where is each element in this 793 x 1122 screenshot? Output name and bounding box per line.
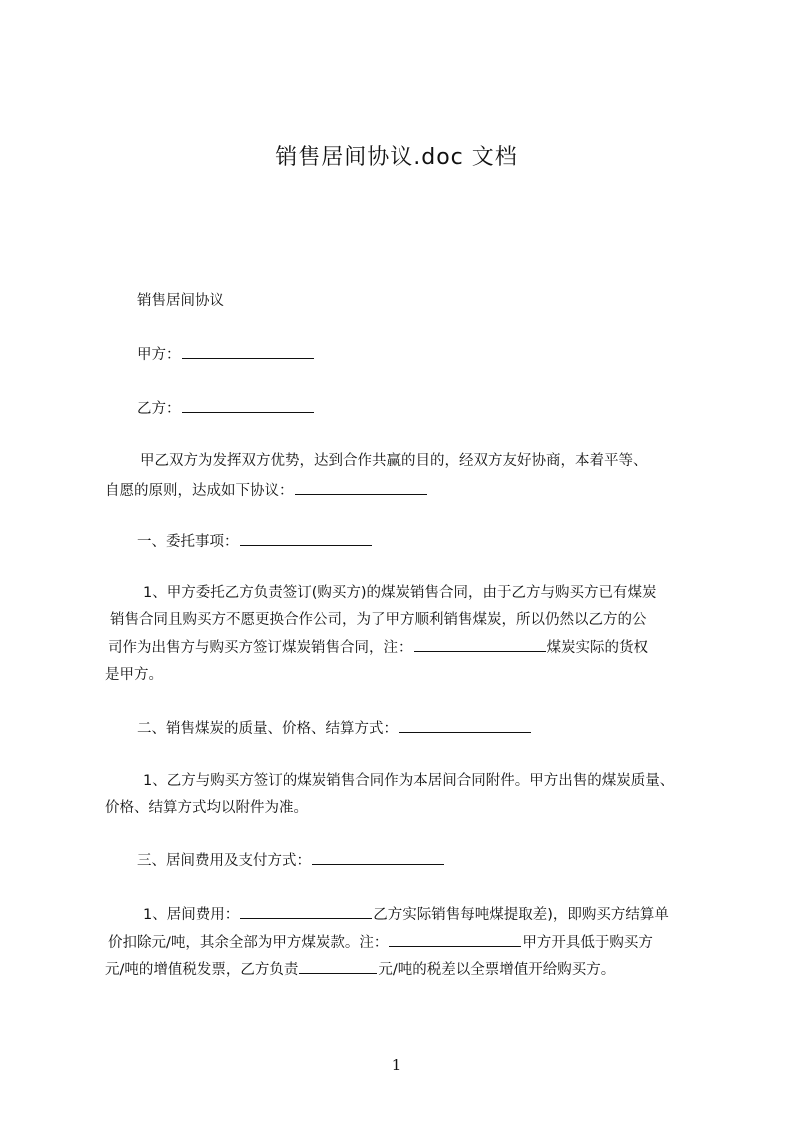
preamble-blank [295,480,427,495]
section-1-title-line [137,531,373,552]
page-number: 1 [391,1056,402,1074]
party-a-blank [182,344,314,359]
section-1-item-1-blank [414,637,546,652]
section-3-item-1-line-2a: 价扣除元/吨，其余全部为甲方煤炭款。注： [108,935,389,951]
party-a-label: 甲方： [137,347,181,363]
section-3-fee-blank [240,904,372,919]
section-3-item-1-line-3a: 元/吨的增值税发票，乙方负责 [105,962,299,978]
agreement-heading: 销售居间协议 [137,293,224,309]
preamble-text-2: 自愿的原则，达成如下协议： [105,483,294,499]
section-1-item-1-line-3b: 煤炭实际的货权 [546,640,648,656]
section-3-item-1-line-3 [105,959,615,980]
preamble-line-2 [105,480,428,501]
section-2-title: 二、销售煤炭的质量、价格、结算方式： [137,721,398,737]
section-2-item-1-line-1: 1、乙方与购买方签订的煤炭销售合同作为本居间合同附件。甲方出售的煤炭质量、 [143,773,675,789]
section-2-item-1-line-2: 价格、结算方式均以附件为准。 [105,800,308,816]
section-3-item-1-line-2b: 甲方开具低于购买方 [522,935,653,951]
section-1-item-1-line-3 [108,637,648,658]
party-a-line [137,344,315,365]
party-b-label: 乙方： [137,401,181,417]
section-3-item-1-line-3b: 元/吨的税差以全票增值开给购买方。 [378,962,616,978]
section-3-title: 三、居间费用及支付方式： [137,853,311,869]
section-1-item-1-line-1: 1、甲方委托乙方负责签订(购买方)的煤炭销售合同，由于乙方与购买方已有煤炭 [143,585,657,601]
section-3-blank [312,850,444,865]
document-title: 销售居间协议.doc 文档 [275,145,518,170]
section-1-item-1-line-3a: 司作为出售方与购买方签订煤炭销售合同，注： [108,640,413,656]
section-3-item-1-line-1b: 乙方实际销售每吨煤提取差)，即购买方结算单 [373,907,669,923]
section-3-item-1-line-2 [108,932,653,953]
section-1-blank [240,531,372,546]
party-b-blank [182,398,314,413]
section-1-item-1-line-4: 是甲方。 [105,667,163,683]
section-2-title-line [137,718,532,739]
preamble-line-1: 甲乙双方为发挥双方优势，达到合作共赢的目的，经双方友好协商，本着平等、 [140,453,648,469]
section-3-tax-blank [299,959,377,974]
section-2-blank [399,718,531,733]
section-3-item-1-line-1 [143,904,669,925]
section-1-item-1-line-2: 销售合同且购买方不愿更换合作公司，为了甲方顺利销售煤炭，所以仍然以乙方的公 [110,612,647,628]
section-3-item-1-line-1a: 1、居间费用： [143,907,240,923]
party-b-line [137,398,315,419]
section-3-note-blank [389,932,521,947]
section-3-title-line [137,850,445,871]
section-1-title: 一、委托事项： [137,534,239,550]
